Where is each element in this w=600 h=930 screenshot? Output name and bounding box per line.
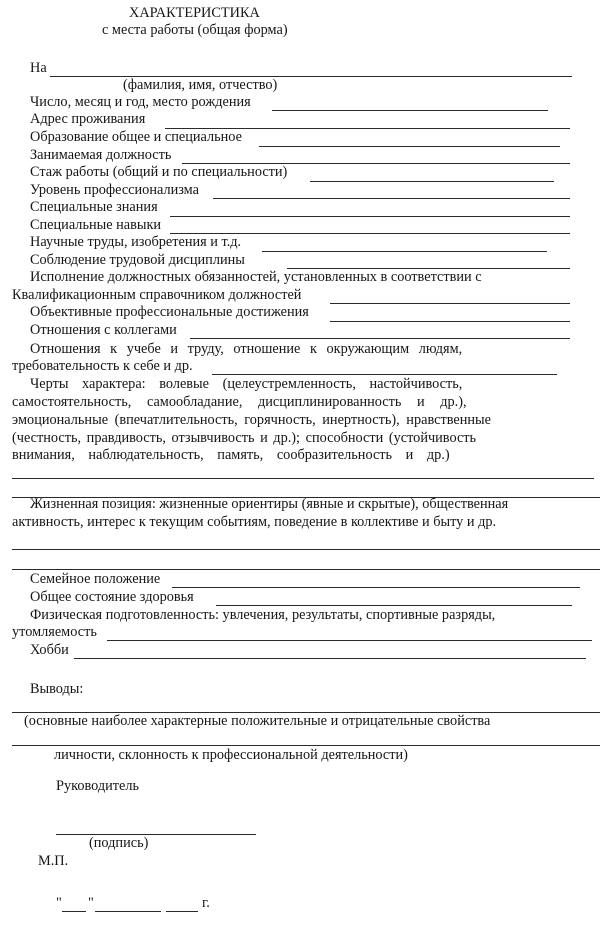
form-subtitle: с места работы (общая форма) [102, 22, 288, 38]
attitude-label-line1: Отношения к учебе и труду, отношение к окружающим людям, [30, 341, 463, 357]
life-position-label-line2: активность, интерес к текущим событиям, поведение в коллективе и быту и др. [12, 514, 497, 530]
health-field-line[interactable] [216, 605, 572, 606]
knowledge-field-line[interactable] [170, 216, 570, 217]
fitness-field-line[interactable] [107, 640, 592, 641]
signature-line[interactable] [56, 834, 256, 835]
education-field-line[interactable] [259, 146, 560, 147]
duties-label-line2: Квалификационным справочником должностей [12, 287, 302, 303]
traits-label-line5: внимания, наблюдательность, память, сообразительность и др.) [12, 447, 450, 463]
colleagues-field-line[interactable] [190, 338, 570, 339]
birth-field-line[interactable] [272, 110, 548, 111]
date-year-line[interactable] [166, 911, 198, 912]
discipline-label: Соблюдение трудовой дисциплины [30, 252, 245, 268]
position-label: Занимаемая должность [30, 147, 172, 163]
professionalism-field-line[interactable] [213, 198, 570, 199]
fitness-label-line1: Физическая подготовленность: увлечения, результаты, спортивные разряды, [30, 607, 496, 623]
signature-hint: (подпись) [89, 835, 149, 851]
conclusions-field-line-2[interactable] [12, 745, 600, 746]
family-label: Семейное положение [30, 571, 161, 587]
stamp-label: М.П. [38, 853, 69, 869]
professionalism-label: Уровень профессионализма [30, 182, 199, 198]
duties-label-line1: Исполнение должностных обязанностей, установленных в соответствии с [30, 269, 482, 285]
fitness-label-line2: утомляемость [12, 624, 97, 640]
address-label: Адрес проживания [30, 111, 146, 127]
date-close-quote: " [88, 895, 94, 911]
duties-field-line[interactable] [330, 303, 570, 304]
achievements-field-line[interactable] [330, 321, 570, 322]
knowledge-label: Специальные знания [30, 199, 158, 215]
traits-label-line1: Черты характера: волевые (целеустремленность, настойчивость, [30, 376, 463, 392]
form-title: ХАРАКТЕРИСТИКА [129, 5, 260, 21]
hobby-label: Хобби [30, 642, 69, 658]
experience-label: Стаж работы (общий и по специальности) [30, 164, 288, 180]
colleagues-label: Отношения с коллегами [30, 322, 177, 338]
works-field-line[interactable] [262, 251, 547, 252]
traits-field-line-1[interactable] [12, 478, 594, 479]
date-open-quote: " [56, 895, 62, 911]
experience-field-line[interactable] [310, 181, 554, 182]
health-label: Общее состояние здоровья [30, 589, 194, 605]
manager-label: Руководитель [56, 778, 140, 794]
name-hint: (фамилия, имя, отчество) [123, 77, 278, 93]
achievements-label: Объективные профессиональные достижения [30, 304, 309, 320]
attitude-label-line2: требовательность к себе и др. [12, 358, 193, 374]
hobby-field-line[interactable] [74, 658, 586, 659]
attitude-field-line[interactable] [212, 374, 557, 375]
conclusions-hint-line1: (основные наиболее характерные положительные и отрицательные свойства [24, 713, 491, 729]
date-year-suffix: г. [202, 895, 210, 911]
conclusions-label: Выводы: [30, 681, 84, 697]
date-month-line[interactable] [95, 911, 161, 912]
skills-label: Специальные навыки [30, 217, 162, 233]
works-label: Научные труды, изобретения и т.д. [30, 234, 242, 250]
life-position-field-line-1[interactable] [12, 549, 600, 550]
traits-label-line3: эмоциональные (впечатлительность, горячность, инертность), нравственные [12, 412, 491, 428]
traits-label-line2: самостоятельность, самообладание, дисциплинированность и др.), [12, 394, 467, 410]
traits-label-line4: (честность, правдивость, отзывчивость и др.); способности (устойчивость [12, 430, 477, 446]
birth-label: Число, месяц и год, место рождения [30, 94, 251, 110]
to-label: На [30, 60, 47, 76]
life-position-field-line-2[interactable] [12, 569, 600, 570]
life-position-label-line1: Жизненная позиция: жизненные ориентиры (явные и скрытые), общественная [30, 496, 509, 512]
family-field-line[interactable] [172, 587, 580, 588]
conclusions-hint-line2: личности, склонность к профессиональной деятельности) [54, 747, 408, 763]
education-label: Образование общее и специальное [30, 129, 242, 145]
date-day-line[interactable] [62, 911, 86, 912]
